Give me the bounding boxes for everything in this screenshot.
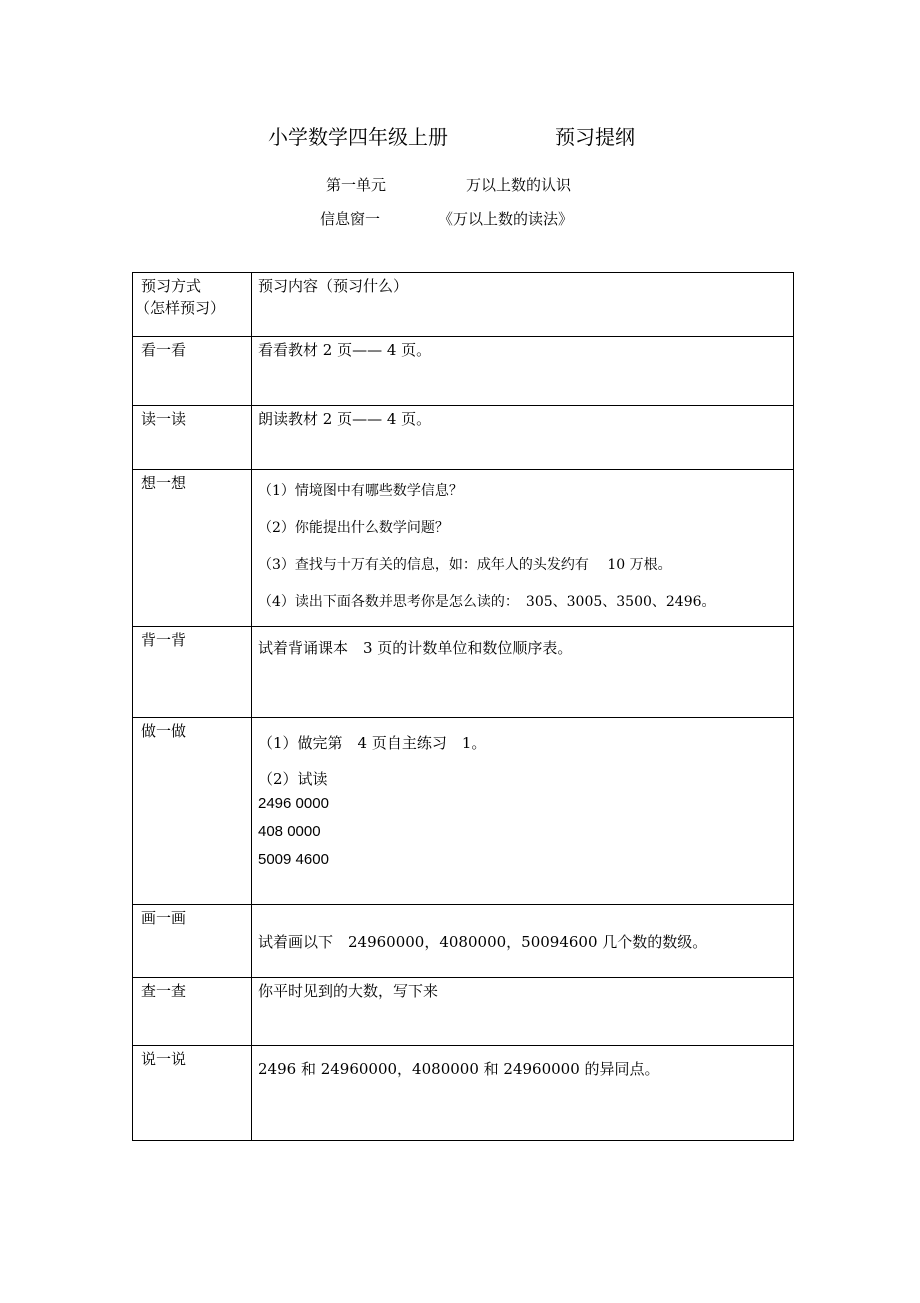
- row-content-cell: [252, 406, 794, 470]
- row-text: 看看教材 2 页—— 4 页。: [258, 341, 432, 359]
- row-label: 画一画: [141, 909, 187, 927]
- table-row: [133, 905, 794, 978]
- window-name: 《万以上数的读法》: [438, 210, 574, 228]
- row-text: （1）做完第 4 页自主练习 1。: [258, 734, 487, 752]
- row-text: （2）你能提出什么数学问题？: [258, 520, 449, 536]
- row-text: （2）试读: [258, 770, 328, 788]
- row-text: 试着背诵课本 3 页的计数单位和数位顺序表。: [258, 639, 573, 657]
- row-content-cell: [252, 718, 794, 905]
- table-row: [133, 337, 794, 406]
- header-content-cell: [252, 273, 794, 337]
- row-label-cell: [133, 470, 252, 627]
- row-label-cell: [133, 337, 252, 406]
- title-outline: 预习提纲: [555, 125, 635, 149]
- window-label: 信息窗一: [320, 210, 381, 228]
- row-text: （3）查找与十万有关的信息，如：成年人的头发约有 10 万根。: [258, 557, 672, 573]
- table-row: [133, 406, 794, 470]
- row-text: 试着画以下 24960000，4080000，50094600 几个数的数级。: [258, 933, 708, 951]
- row-label: 查一查: [141, 982, 187, 1000]
- row-number: 408 0000: [258, 823, 321, 840]
- unit-label: 第一单元: [326, 176, 387, 194]
- row-text: （1）情境图中有哪些数学信息？: [258, 483, 463, 499]
- row-text: 朗读教材 2 页—— 4 页。: [258, 410, 432, 428]
- row-content-cell: [252, 470, 794, 627]
- row-label-cell: [133, 627, 252, 718]
- header-method-cell: [133, 273, 252, 337]
- preview-table: [132, 272, 794, 1141]
- row-content-cell: [252, 1046, 794, 1141]
- row-label: 看一看: [141, 341, 187, 359]
- header-content: 预习内容（预习什么）: [258, 277, 409, 295]
- row-text: 2496 和 24960000，4080000 和 24960000 的异同点。: [258, 1060, 660, 1078]
- row-number: 5009 4600: [258, 851, 329, 868]
- row-content-cell: [252, 627, 794, 718]
- table-header-row: [133, 273, 794, 337]
- header-method-line2: （怎样预习）: [135, 299, 226, 317]
- row-label: 想一想: [141, 474, 187, 492]
- row-label-cell: [133, 1046, 252, 1141]
- row-label: 读一读: [141, 410, 187, 428]
- table-row: [133, 718, 794, 905]
- table-row: [133, 978, 794, 1046]
- row-content-cell: [252, 978, 794, 1046]
- row-content-cell: [252, 905, 794, 978]
- row-label-cell: [133, 978, 252, 1046]
- table-row: [133, 627, 794, 718]
- row-text: 你平时见到的大数，写下来: [258, 982, 439, 1000]
- row-label: 背一背: [141, 631, 187, 649]
- row-number: 2496 0000: [258, 795, 329, 812]
- row-label: 说一说: [141, 1050, 187, 1068]
- row-label-cell: [133, 718, 252, 905]
- row-label-cell: [133, 905, 252, 978]
- row-label: 做一做: [141, 722, 187, 740]
- title-grade: 小学数学四年级上册: [268, 125, 448, 149]
- row-content-cell: [252, 337, 794, 406]
- table-row: [133, 470, 794, 627]
- row-text: （4）读出下面各数并思考你是怎么读的： 305、3005、3500、2496。: [258, 594, 716, 610]
- header-method-line1: 预习方式: [141, 277, 202, 295]
- table-row: [133, 1046, 794, 1141]
- row-label-cell: [133, 406, 252, 470]
- unit-name: 万以上数的认识: [466, 176, 572, 194]
